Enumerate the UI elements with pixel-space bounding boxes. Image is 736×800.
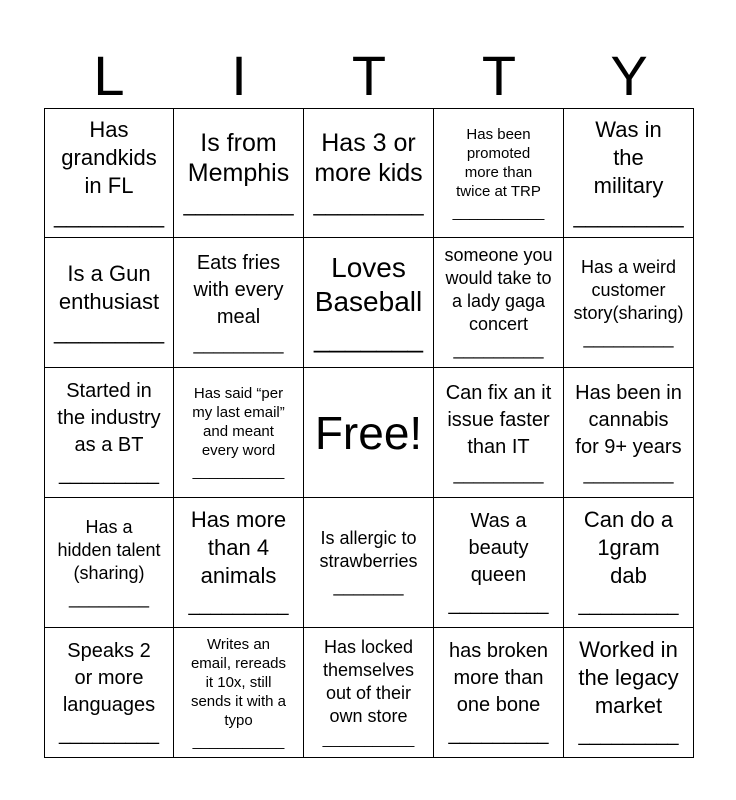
cell-text: Has a weird customer story(sharing) <box>573 256 684 323</box>
cell-text: Can do a 1gram dab <box>583 507 674 588</box>
cell-answer-line: _________ <box>188 594 289 616</box>
bingo-cell[interactable] <box>564 108 694 238</box>
cell-text: Speaks 2 or more languages <box>62 639 156 716</box>
cell-text: Can fix an it issue faster than IT <box>445 381 552 458</box>
bingo-cell[interactable] <box>564 628 694 758</box>
title-letter: T <box>481 44 517 107</box>
cell-answer-line: ___________ <box>192 732 285 750</box>
bingo-cell[interactable] <box>44 108 174 238</box>
cell-answer-line: _________ <box>583 463 674 484</box>
cell-answer-line: _________ <box>313 191 424 216</box>
cell-text: Has 3 or more kids <box>314 129 423 187</box>
free-space[interactable] <box>304 368 434 498</box>
bingo-cell[interactable] <box>564 238 694 368</box>
bingo-cell[interactable] <box>434 368 564 498</box>
cell-answer-line: _________ <box>448 592 549 615</box>
cell-answer-line: _________ <box>193 333 284 354</box>
cell-text: someone you would take to a lady gaga concert <box>444 245 553 334</box>
bingo-cell[interactable] <box>434 498 564 628</box>
title-letter: I <box>231 44 247 107</box>
cell-text: Has a hidden talent (sharing) <box>57 516 161 583</box>
cell-answer-line: _________ <box>578 594 679 616</box>
cell-answer-line: _________ <box>448 722 549 745</box>
bingo-cell[interactable] <box>434 108 564 238</box>
free-text: Free! <box>314 406 423 459</box>
cell-answer-line: _________ <box>183 191 294 216</box>
cell-text: Has said “per my last email” and meant every word <box>192 385 285 459</box>
cell-text: Has been in cannabis for 9+ years <box>575 381 682 458</box>
bingo-cell[interactable] <box>174 238 304 368</box>
bingo-grid <box>44 108 694 758</box>
cell-answer-line: _________ <box>53 318 165 344</box>
bingo-cell[interactable] <box>174 108 304 238</box>
cell-answer-line: _________ <box>58 722 160 745</box>
cell-text: Is from Memphis <box>187 129 290 187</box>
cell-answer-line: _________ <box>453 339 544 359</box>
cell-answer-line: _________ <box>578 724 679 746</box>
bingo-cell[interactable] <box>304 108 434 238</box>
cell-answer-line: _________ <box>573 203 684 228</box>
bingo-cell[interactable] <box>174 368 304 498</box>
title-letter: T <box>351 44 387 107</box>
cell-text: Eats fries with every meal <box>193 251 284 328</box>
cell-answer-line: ________ <box>68 587 150 608</box>
bingo-cell[interactable] <box>564 498 694 628</box>
bingo-cell[interactable] <box>434 238 564 368</box>
bingo-cell[interactable] <box>174 498 304 628</box>
cell-answer-line: ___________ <box>322 731 415 748</box>
bingo-cell[interactable] <box>304 628 434 758</box>
cell-text: Started in the industry as a BT <box>57 379 161 456</box>
bingo-cell[interactable] <box>44 368 174 498</box>
cell-text: Worked in the legacy market <box>578 637 679 718</box>
bingo-cell[interactable] <box>44 238 174 368</box>
bingo-cell[interactable] <box>304 238 434 368</box>
cell-answer-line: _________ <box>453 463 544 484</box>
cell-text: Was a beauty queen <box>468 509 529 586</box>
title-letter: L <box>93 44 125 107</box>
cell-answer-line: _______ <box>333 576 404 596</box>
bingo-cell[interactable] <box>564 368 694 498</box>
cell-text: Is a Gun enthusiast <box>58 260 160 314</box>
cell-text: Is allergic to strawberries <box>319 528 418 571</box>
cell-answer-line: _________ <box>583 327 674 348</box>
cell-answer-line: ___________ <box>452 203 545 221</box>
cell-text: Has more than 4 animals <box>190 507 287 588</box>
bingo-cell[interactable] <box>44 628 174 758</box>
cell-text: Was in the military <box>593 117 664 198</box>
cell-answer-line: _________ <box>53 203 165 228</box>
cell-text: Writes an email, rereads it 10x, still sends it with a typo <box>190 635 287 729</box>
cell-text: Has locked themselves out of their own store <box>322 637 415 726</box>
bingo-cell[interactable] <box>174 628 304 758</box>
cell-answer-line: _______ <box>313 321 423 353</box>
title-letter: Y <box>610 44 648 107</box>
bingo-cell[interactable] <box>304 498 434 628</box>
bingo-cell[interactable] <box>434 628 564 758</box>
bingo-cell[interactable] <box>44 498 174 628</box>
cell-text: Has grandkids in FL <box>61 117 157 198</box>
cell-text: Loves Baseball <box>314 251 423 317</box>
bingo-title <box>44 44 694 108</box>
cell-text: Has been promoted more than twice at TRP <box>456 125 541 200</box>
cell-answer-line: ___________ <box>192 463 285 480</box>
cell-text: has broken more than one bone <box>449 639 548 716</box>
cell-answer-line: _________ <box>58 462 160 485</box>
